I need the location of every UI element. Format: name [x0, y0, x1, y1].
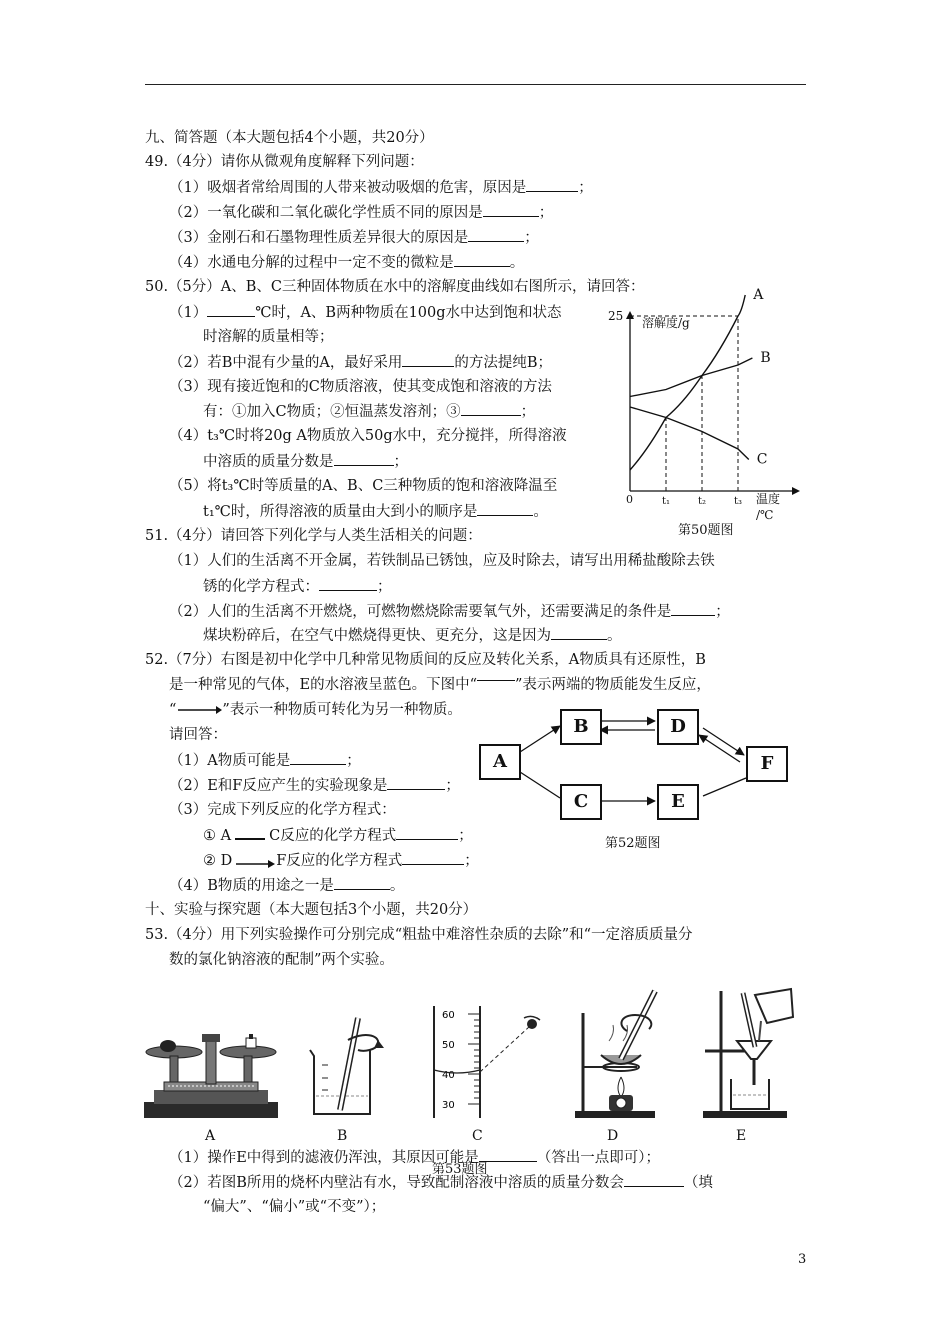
q52-stem-cont: 是一种常见的气体，E的水溶液呈蓝色。下图中“ ”表示两端的物质能发生反应，	[169, 677, 711, 693]
series-c-label: C	[756, 451, 768, 468]
answer-blank[interactable]	[402, 850, 464, 865]
x-axis-label: 温度	[756, 492, 781, 506]
q51-item-2-cont: 煤块粉碎后，在空气中燃烧得更快、更充分，这是因为 。	[203, 625, 622, 646]
series-b-label: B	[760, 350, 771, 366]
series-c-curve	[630, 407, 749, 460]
answer-blank[interactable]	[477, 501, 533, 516]
node-b: B	[560, 709, 602, 745]
q52-item-3: （3）完成下列反应的化学方程式：	[169, 802, 396, 818]
q50-stem: 50.（5分）A、B、C三种固体物质在水中的溶解度曲线如右图所示，请回答：	[145, 279, 645, 295]
apparatus-d-evaporation	[565, 985, 665, 1120]
q49-item-1: （1）吸烟者常给周围的人带来被动吸烟的危害，原因是 ；	[169, 177, 593, 198]
x-axis-arrow	[792, 487, 800, 495]
q50-item-1: （1） ℃时，A、B两种物质在100g水中达到饱和状态	[169, 302, 562, 323]
cylinder-tick-label: 30	[442, 1100, 455, 1111]
q53-item-2: （2）若图B所用的烧杯内壁沾有水，导致配制溶液中溶质的质量分数会 （填	[169, 1172, 713, 1193]
q53-item-1: （1）操作E中得到的滤液仍浑浊，其原因可能是 （答出一点即可）；	[169, 1147, 660, 1168]
q52-figure-caption: 第52题图	[605, 836, 661, 851]
apparatus-label-d: D	[607, 1128, 619, 1144]
apparatus-a-balance	[142, 1030, 282, 1122]
q53-stem: 53.（4分）用下列实验操作可分别完成“粗盐中难溶性杂质的去除”和“一定溶质质量分	[145, 927, 693, 943]
q52-item-3b: ② D F反应的化学方程式 ；	[203, 850, 479, 871]
apparatus-c-cylinder	[420, 1000, 560, 1120]
answer-blank[interactable]	[334, 451, 394, 466]
q51-item-2: （2）人们的生活离不开燃烧，可燃物燃烧除需要氧气外，还需要满足的条件是 ；	[169, 601, 730, 622]
apparatus-e-filtration	[695, 985, 805, 1120]
q50-item-3-cont: 有：①加入C物质；②恒温蒸发溶剂；③ ；	[203, 401, 535, 422]
y-tick-label: 25	[608, 309, 624, 323]
q52-ask: 请回答：	[169, 727, 227, 743]
answer-blank[interactable]	[624, 1172, 684, 1187]
apparatus-label-b: B	[337, 1128, 348, 1144]
answer-blank[interactable]	[290, 750, 346, 765]
q52-item-4: （4）B物质的用途之一是 。	[169, 875, 404, 896]
section9-title: 九、简答题（本大题包括4个小题，共20分）	[145, 130, 434, 146]
line-a-c	[520, 772, 560, 798]
answer-blank[interactable]	[207, 302, 255, 317]
solubility-chart	[600, 287, 800, 535]
q50-item-5-cont: t₁℃时，所得溶液的质量由大到小的顺序是 。	[203, 501, 548, 522]
q52-item-3a: ① A C反应的化学方程式 ；	[203, 825, 473, 846]
q52-stem-cont2: “ ”表示一种物质可转化为另一种物质。	[169, 702, 462, 718]
conversion-arrow	[232, 854, 276, 868]
q53-stem-cont: 数的氯化钠溶液的配制”两个实验。	[169, 952, 394, 968]
q49-item-4: （4）水通电分解的过程中一定不变的微粒是 。	[169, 252, 524, 273]
origin-label: 0	[626, 493, 633, 506]
q50-item-5: （5）将t₃℃时等质量的A、B、C三种物质的饱和溶液降温至	[169, 478, 558, 494]
q50-item-3: （3）现有接近饱和的C物质溶液，使其变成饱和溶液的方法	[169, 379, 552, 395]
y-axis-arrow	[626, 311, 634, 319]
q53-item-2-cont: “偏大”、“偏小”或“不变”）；	[203, 1199, 386, 1215]
cylinder-tick-label: 60	[442, 1010, 455, 1021]
header-rule	[145, 84, 806, 85]
answer-blank[interactable]	[319, 576, 377, 591]
answer-blank[interactable]	[526, 177, 578, 192]
reaction-line	[231, 829, 269, 843]
q50-figure-caption: 第50题图	[678, 523, 734, 538]
q52-stem: 52.（7分）右图是初中化学中几种常见物质间的反应及转化关系，A物质具有还原性，B	[145, 652, 706, 668]
line-e-f	[703, 778, 746, 796]
q50-item-2: （2）若B中混有少量的A，最好采用 的方法提纯B；	[169, 352, 552, 373]
q50-item-4-cont: 中溶质的质量分数是 ；	[203, 451, 408, 472]
q51-item-1: （1）人们的生活离不开金属，若铁制品已锈蚀，应及时除去，请写出用稀盐酸除去铁	[169, 553, 715, 569]
answer-blank[interactable]	[671, 601, 715, 616]
q49-item-3: （3）金刚石和石墨物理性质差异很大的原因是 ；	[169, 227, 539, 248]
cylinder-tick-label: 50	[442, 1040, 455, 1051]
section10-title: 十、实验与探究题（本大题包括3个小题，共20分）	[145, 902, 478, 918]
arrow-a-to-b	[520, 726, 560, 752]
answer-blank[interactable]	[387, 775, 445, 790]
q53-figure-caption: 第53题图	[432, 1162, 488, 1177]
answer-blank[interactable]	[483, 202, 539, 217]
cylinder-tick-label: 40	[442, 1070, 455, 1081]
node-d: D	[657, 709, 699, 745]
conversion-arrow-legend	[176, 703, 222, 717]
apparatus-b-beaker-stirring	[302, 1010, 392, 1120]
answer-blank[interactable]	[334, 875, 390, 890]
series-a-label: A	[753, 287, 764, 303]
q51-item-1-cont: 锈的化学方程式： ；	[203, 576, 392, 597]
apparatus-label-a: A	[205, 1128, 216, 1144]
q51-stem: 51.（4分）请回答下列化学与人类生活相关的问题：	[145, 528, 482, 544]
answer-blank[interactable]	[551, 625, 607, 640]
apparatus-label-e: E	[736, 1128, 747, 1144]
reaction-line-legend	[477, 680, 515, 691]
node-a: A	[479, 744, 521, 780]
q52-item-1: （1）A物质可能是 ；	[169, 750, 361, 771]
q49-stem: 49.（4分）请你从微观角度解释下列问题：	[145, 154, 424, 170]
answer-blank[interactable]	[461, 401, 521, 416]
answer-blank[interactable]	[396, 825, 458, 840]
apparatus-label-c: C	[472, 1128, 483, 1144]
node-c: C	[560, 784, 602, 820]
node-e: E	[657, 784, 699, 820]
q50-item-4: （4）t₃℃时将20g A物质放入50g水中，充分搅拌，所得溶液	[169, 428, 567, 444]
x-tick-label: t₂	[698, 496, 707, 507]
q49-item-2: （2）一氧化碳和二氧化碳化学性质不同的原因是 ；	[169, 202, 553, 223]
y-axis-label: 溶解度/g	[642, 316, 690, 330]
x-tick-label: t₁	[662, 496, 671, 507]
answer-blank[interactable]	[468, 227, 524, 242]
answer-blank[interactable]	[479, 1147, 537, 1162]
answer-blank[interactable]	[402, 352, 454, 367]
answer-blank[interactable]	[454, 252, 510, 267]
q52-item-2: （2）E和F反应产生的实验现象是 ；	[169, 775, 460, 796]
x-tick-label: t₃	[734, 496, 743, 507]
q50-item-1-cont: 时溶解的质量相等；	[203, 329, 334, 345]
node-f: F	[746, 746, 788, 782]
page-number: 3	[798, 1252, 807, 1267]
x-axis-label-unit: /℃	[756, 508, 774, 522]
